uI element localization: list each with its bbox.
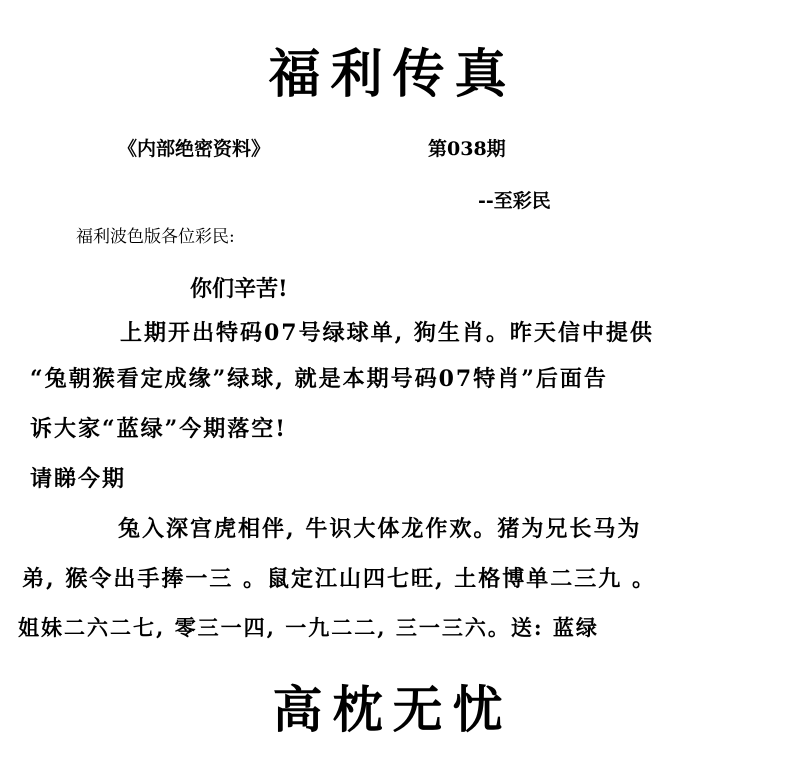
body-line: 请睇今期 [30, 466, 127, 492]
body-line: 兔入深宫虎相伴, 牛识大体龙作欢。猪为兄长马为 [118, 516, 642, 542]
body-line: 诉大家“蓝绿”今期落空! [30, 416, 287, 442]
body-line: 弟, 猴令出手捧一三 。鼠定江山四七旺, 土格博单二三九 。 [22, 566, 656, 592]
document-title: 福利传真 [268, 44, 517, 105]
body-line: “兔朝猴看定成缘”绿球, 就是本期号码07特肖”后面告 [30, 366, 608, 392]
signature-line: --至彩民 [478, 190, 551, 212]
salutation: 你们辛苦! [190, 276, 288, 302]
body-line: 上期开出特码07号绿球单, 狗生肖。昨天信中提供 [120, 320, 654, 346]
document-subtitle: 《内部绝密资料》 [118, 138, 271, 160]
issue-number: 第038期 [428, 138, 506, 160]
greeting-line: 福利波色版各位彩民: [76, 227, 235, 247]
body-line: 姐妹二六二七, 零三一四, 一九二二, 三一三六。送: 蓝绿 [18, 615, 599, 640]
footer-slogan: 高枕无忧 [272, 680, 513, 739]
